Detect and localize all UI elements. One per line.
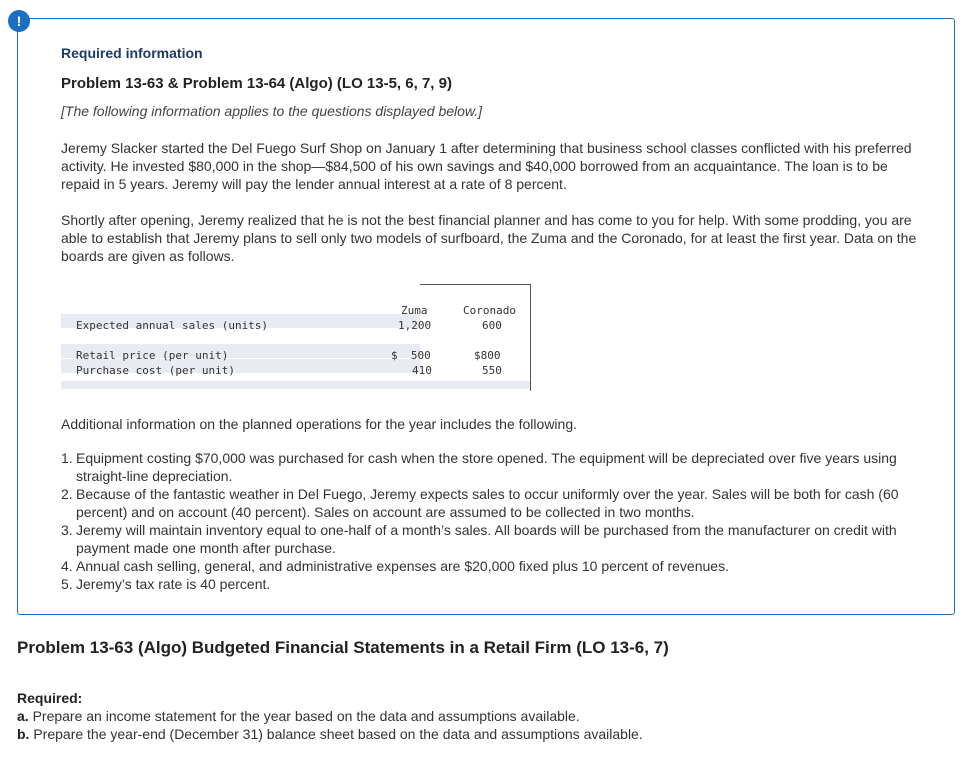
alert-icon: ! (8, 10, 30, 32)
intro-paragraph: Jeremy Slacker started the Del Fuego Surf Shop on January 1 after determining that business school classes conflicted with his preferred activity. He invested $80,000 in the shop—$84,500 of his own savings and $40,000 borrowed from an acquaintance. The loan is to be repaid in 5 years. Jeremy will pay the lender annual interest at a rate of 8 percent. (61, 140, 912, 192)
surfboard-data-table (61, 284, 531, 391)
cell-coronado: 550 (482, 364, 502, 377)
row-label: Expected annual sales (units) (76, 319, 269, 332)
table-header-rule (420, 284, 531, 285)
requirement-b: b. Prepare the year-end (December 31) balance sheet based on the data and assumptions available. (17, 726, 643, 742)
additional-info-paragraph: Additional information on the planned operations for the year includes the following. (61, 416, 577, 432)
col-header-zuma: Zuma (401, 304, 428, 317)
col-header-coronado: Coronado (463, 304, 516, 317)
cell-coronado: $800 (474, 349, 501, 362)
section-title: Problem 13-63 (Algo) Budgeted Financial Statements in a Retail Firm (LO 13-6, 7) (17, 638, 669, 657)
applies-note: [The following information applies to the questions displayed below.] (61, 103, 483, 119)
problem-title: Problem 13-63 & Problem 13-64 (Algo) (LO 13-5, 6, 7, 9) (61, 75, 452, 92)
list-item: 1. Equipment costing $70,000 was purchased for cash when the store opened. The equipment will be depreciated over five years using straight-line depreciation. (61, 450, 897, 484)
cell-zuma: $ 500 (391, 349, 431, 362)
requirement-a: a. Prepare an income statement for the year based on the data and assumptions available. (17, 708, 580, 724)
list-item: 3. Jeremy will maintain inventory equal to one-half of a month’s sales. All boards will be purchased from the manufacturer on credit with payment made one month after purchase. (61, 522, 897, 556)
cell-zuma: 410 (412, 364, 432, 377)
list-item: 4. Annual cash selling, general, and administrative expenses are $20,000 fixed plus 10 percent of revenues. (61, 558, 729, 574)
planning-paragraph: Shortly after opening, Jeremy realized that he is not the best financial planner and has come to you for help. With some prodding, you are able to establish that Jeremy plans to sell only two models of surfboard, the Zuma and the Coronado, for at least the first year. Data on the boards are given as follows. (61, 212, 917, 264)
required-information-box (17, 18, 955, 615)
list-item: 5. Jeremy’s tax rate is 40 percent. (61, 576, 271, 592)
cell-zuma: 1,200 (398, 319, 432, 332)
row-label: Purchase cost (per unit) (76, 364, 235, 377)
table-footer-band (61, 381, 531, 389)
assumptions-list (61, 449, 921, 593)
row-label: Retail price (per unit) (76, 349, 229, 362)
table-right-rule (530, 284, 531, 391)
required-label: Required: (17, 690, 83, 706)
cell-coronado: 600 (482, 319, 502, 332)
required-info-heading: Required information (61, 45, 203, 61)
list-item: 2. Because of the fantastic weather in Del Fuego, Jeremy expects sales to occur uniformly over the year. Sales will be both for cash (60 percent) and on account (40 percent). Sales on account are assumed to be collected in two months. (61, 486, 899, 520)
